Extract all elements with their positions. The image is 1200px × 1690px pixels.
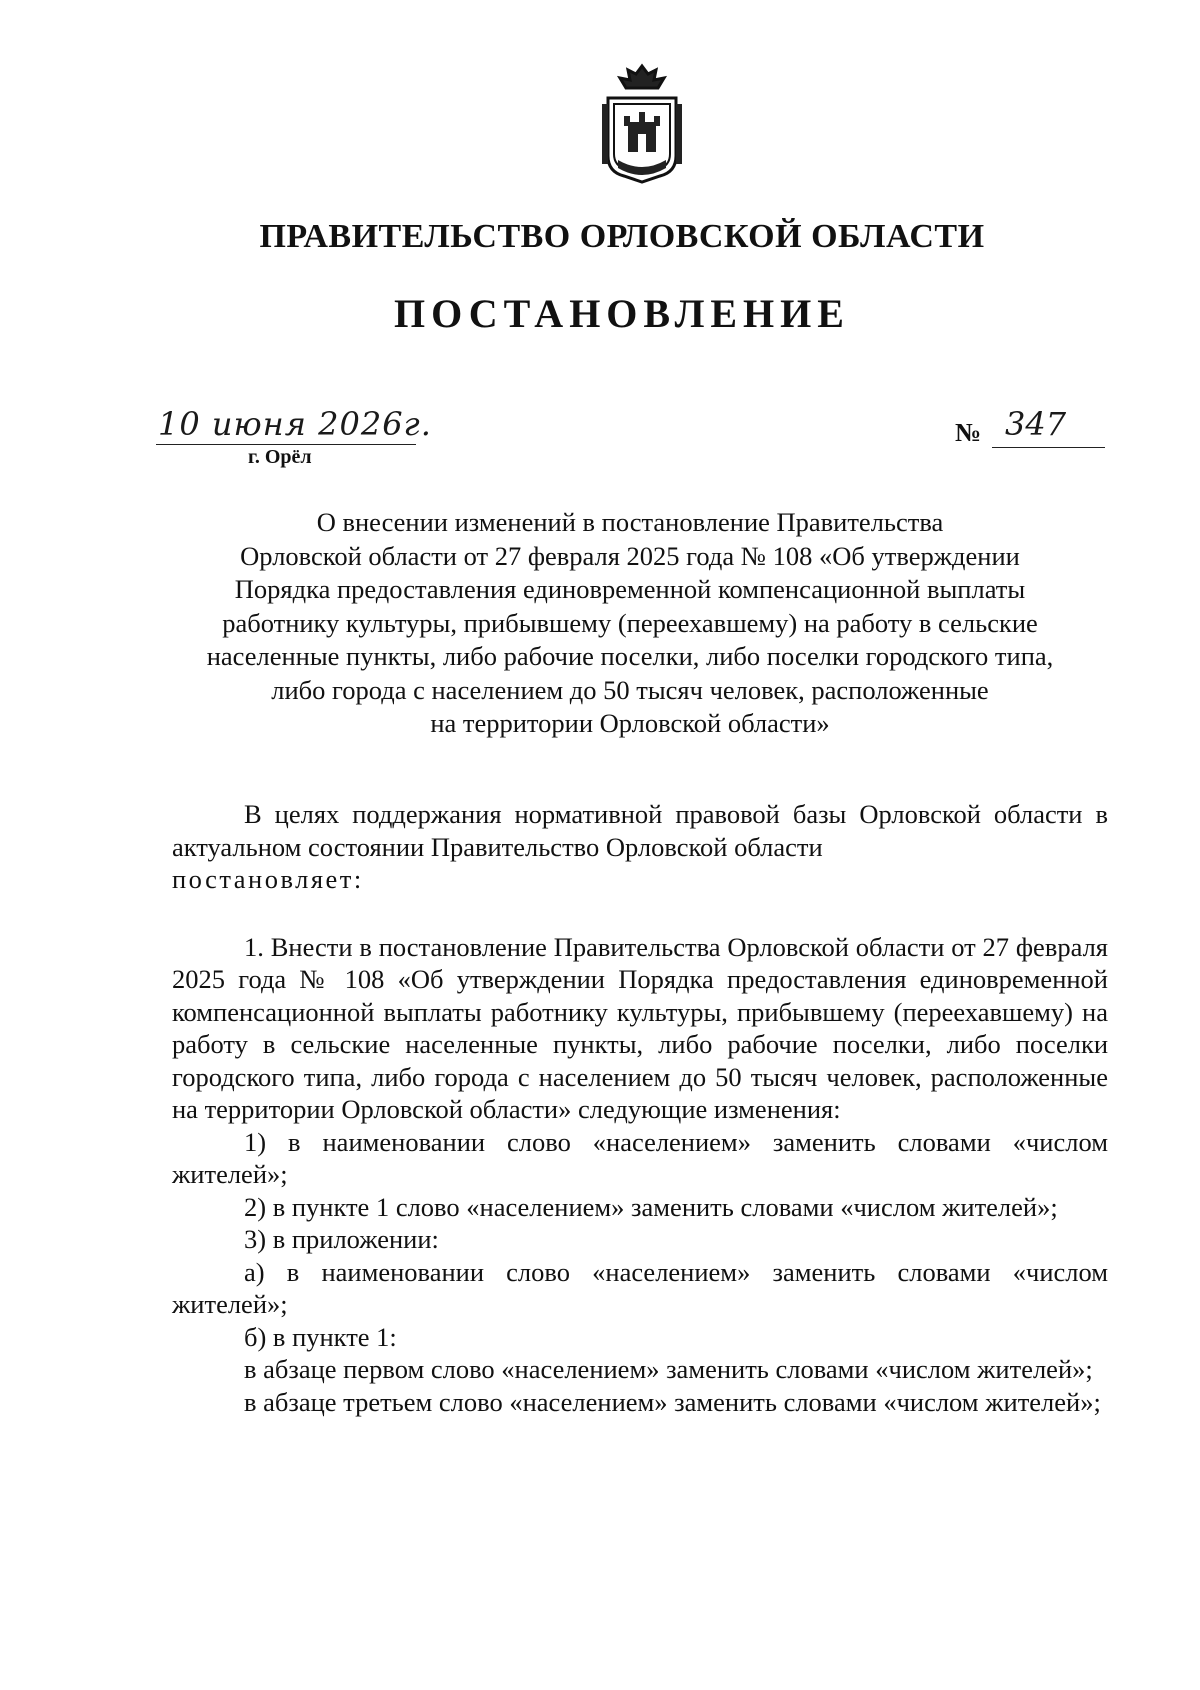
date-underline	[156, 444, 416, 445]
document-subject	[150, 506, 1110, 741]
clause-paragraph: в абзаце первом слово «населением» заменить словами «числом жителей»;	[244, 1354, 1093, 1384]
subject-line: либо города с населением до 50 тысяч человек, расположенные	[271, 674, 989, 705]
subject-line: О внесении изменений в постановление Правительства	[316, 507, 944, 537]
subject-line: работнику культуры, прибывшему (переехавшему) на работу в сельские	[222, 607, 1038, 638]
organization-title: ПРАВИТЕЛЬСТВО ОРЛОВСКОЙ ОБЛАСТИ	[259, 218, 985, 255]
clause-paragraph: в абзаце третьем слово «населением» заменить словами «числом жителей»;	[244, 1386, 1101, 1417]
clause-paragraph: 2) в пункте 1 слово «населением» заменить словами «числом жителей»;	[244, 1191, 1058, 1222]
coat-of-arms-icon	[598, 60, 686, 188]
clause-paragraph: а) в наименовании слово «населением» заменить словами «числом жителей»;	[172, 1256, 1108, 1319]
subject-line: Орловской области от 27 февраля 2025 года № 108 «Об утверждении	[240, 540, 1020, 571]
clause-paragraph: 3) в приложении:	[244, 1224, 439, 1254]
preamble-paragraph: В целях поддержания нормативной правовой базы Орловской области в актуальном состоянии Правительство Орловской области	[172, 799, 1108, 862]
clause-paragraph: б) в пункте 1:	[244, 1321, 397, 1352]
document-body	[172, 798, 1108, 1418]
clause-paragraph: 1. Внести в постановление Правительства Орловской области от 27 февраля 2025 года № 108 «Об утверждении Порядка предоставления единовременной компенсационной выплаты работнику культуры, прибывшему (переехавшему) на работу в сельские населенные пункты, либо рабочие поселки, либо поселки городского типа, либо города с населением до 50 тысяч человек, расположенные на территории Орловской области» следующие изменения:	[172, 931, 1108, 1124]
number-underline	[992, 447, 1105, 448]
clause-paragraph: 1) в наименовании слово «населением» заменить словами «числом жителей»;	[172, 1126, 1108, 1189]
decree-word: постановляет:	[172, 864, 364, 894]
subject-line: населенные пункты, либо рабочие поселки, либо поселки городского типа,	[206, 641, 1054, 671]
number-label: №	[955, 418, 982, 447]
subject-line: на территории Орловской области»	[430, 708, 830, 738]
document-number: 347	[1005, 405, 1067, 443]
document-date: 10 июня 2026г.	[158, 405, 432, 443]
issue-city: г. Орёл	[248, 446, 312, 468]
subject-line: Порядка предоставления единовременной компенсационной выплаты	[234, 574, 1026, 604]
document-type-title: ПОСТАНОВЛЕНИЕ	[394, 291, 850, 336]
